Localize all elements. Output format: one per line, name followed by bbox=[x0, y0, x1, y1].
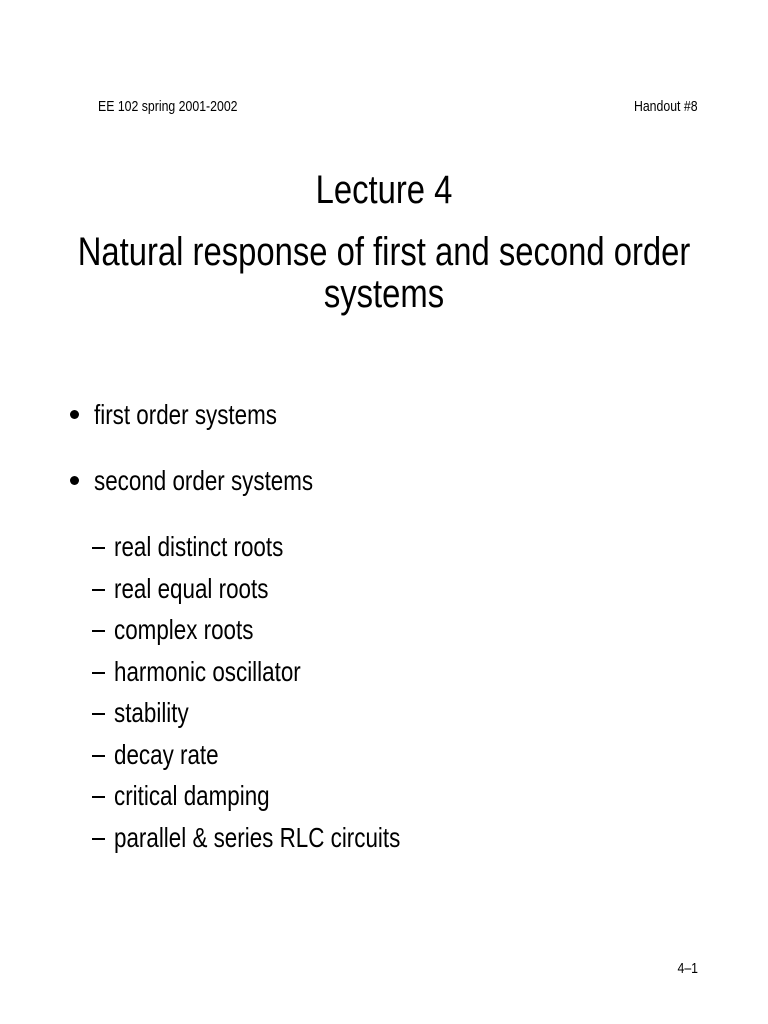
dash-icon bbox=[92, 796, 105, 798]
lecture-subtitle-line1: Natural response of first and second order bbox=[77, 230, 691, 274]
sub-bullet-item bbox=[92, 613, 768, 655]
sub-bullet-text: decay rate bbox=[114, 738, 219, 770]
bullet-item bbox=[70, 464, 750, 530]
bullet-text: first order systems bbox=[94, 399, 277, 430]
bullet-dot-icon bbox=[70, 476, 79, 485]
sub-bullet-item bbox=[92, 696, 768, 738]
sub-bullet-text: critical damping bbox=[114, 780, 270, 811]
sub-bullet-item bbox=[92, 779, 768, 821]
lecture-subtitle-line2: systems bbox=[323, 272, 445, 316]
sub-bullet-item bbox=[92, 530, 768, 572]
bullet-item bbox=[70, 398, 750, 464]
sub-bullet-item bbox=[92, 738, 768, 780]
course-header: EE 102 spring 2001-2002 bbox=[98, 98, 238, 115]
bullet-dot-icon bbox=[70, 410, 79, 419]
lecture-title: Lecture 4 bbox=[315, 168, 453, 212]
dash-icon bbox=[92, 755, 105, 757]
sub-bullet-text: parallel & series RLC circuits bbox=[114, 821, 401, 853]
bullet-list bbox=[70, 398, 750, 862]
handout-number: Handout #8 bbox=[634, 98, 698, 115]
sub-bullet-item bbox=[92, 821, 768, 863]
sub-bullet-item bbox=[92, 572, 768, 614]
dash-icon bbox=[92, 547, 105, 549]
bullet-text: second order systems bbox=[94, 465, 314, 496]
sub-bullet-text: real distinct roots bbox=[114, 531, 284, 562]
dash-icon bbox=[92, 713, 105, 715]
sub-bullet-text: stability bbox=[114, 697, 189, 728]
sub-bullet-item bbox=[92, 655, 768, 697]
sub-bullet-list bbox=[92, 530, 768, 862]
dash-icon bbox=[92, 589, 105, 591]
title-block bbox=[0, 170, 768, 314]
dash-icon bbox=[92, 672, 105, 674]
sub-bullet-text: complex roots bbox=[114, 614, 254, 645]
dash-icon bbox=[92, 630, 105, 632]
sub-bullet-text: harmonic oscillator bbox=[114, 655, 301, 687]
sub-bullet-text: real equal roots bbox=[114, 572, 269, 604]
dash-icon bbox=[92, 838, 105, 840]
page-number: 4–1 bbox=[677, 960, 698, 977]
